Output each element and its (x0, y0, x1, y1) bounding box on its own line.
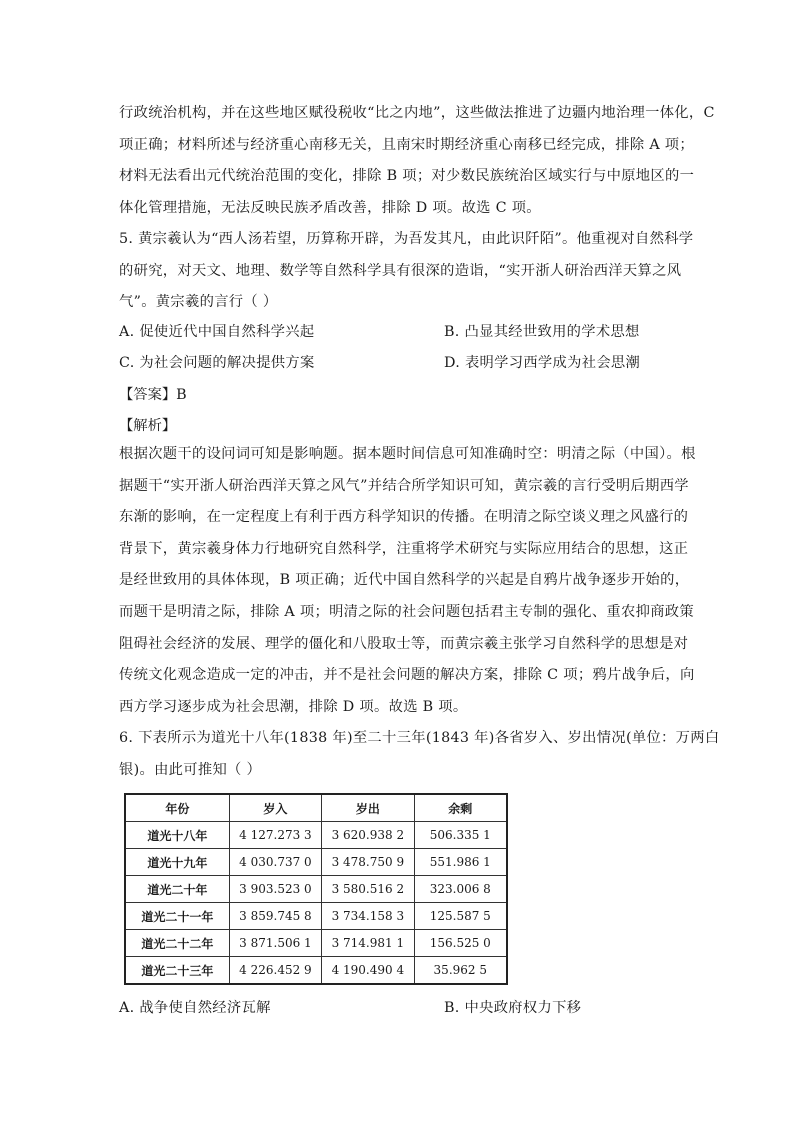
text-line: 行政统治机构，并在这些地区赋役税收“比之内地”，这些做法推进了边疆内地治理一体化，C (119, 105, 715, 121)
cell-surplus: 506.335 1 (414, 822, 507, 849)
text-line: 背景下，黄宗羲身体力行地研究自然科学，注重将学术研究与实际应用结合的思想，这正 (119, 540, 689, 557)
cell-expenditure: 3 580.516 2 (322, 876, 414, 903)
cell-revenue: 4 030.737 0 (229, 849, 321, 876)
revenue-expenditure-table (124, 793, 508, 985)
q5-answer: 【答案】B (119, 387, 187, 403)
header-year: 年份 (125, 794, 229, 822)
text-line: 据题干“实开浙人研治西洋天算之风气”并结合所学知识可知，黄宗羲的言行受明后期西学 (119, 477, 689, 494)
q5-option-b: B. 凸显其经世致用的学术思想 (444, 324, 640, 340)
cell-year: 道光二十三年 (125, 957, 229, 985)
q5-option-d: D. 表明学习西学成为社会思潮 (444, 355, 641, 371)
question-5-stem (119, 224, 694, 319)
table-row (125, 876, 507, 903)
q6-option-b: B. 中央政府权力下移 (444, 1000, 582, 1016)
text-line: 而题干是明清之际，排除 A 项；明清之际的社会问题包括君主专制的强化、重农抑商政策 (119, 603, 694, 620)
table-row (125, 930, 507, 957)
table-row (125, 849, 507, 876)
cell-year: 道光二十一年 (125, 903, 229, 930)
cell-year: 道光十八年 (125, 822, 229, 849)
cell-expenditure: 3 478.750 9 (322, 849, 414, 876)
header-surplus: 余剩 (414, 794, 507, 822)
text-line: 银)。由此可推知（ ） (119, 761, 262, 778)
cell-expenditure: 4 190.490 4 (322, 957, 414, 985)
table-row (125, 903, 507, 930)
cell-year: 道光二十年 (125, 876, 229, 903)
cell-revenue: 4 226.452 9 (229, 957, 321, 985)
question-6-stem (119, 723, 720, 786)
q6-option-a: A. 战争使自然经济瓦解 (119, 1000, 271, 1016)
cell-expenditure: 3 714.981 1 (322, 930, 414, 957)
cell-revenue: 3 859.745 8 (229, 903, 321, 930)
cell-revenue: 4 127.273 3 (229, 822, 321, 849)
text-line: 东渐的影响，在一定程度上有利于西方科学知识的传播。在明清之际空谈义理之风盛行的 (119, 509, 689, 526)
text-line: 6. 下表所示为道光十八年(1838 年)至二十三年(1843 年)各省岁入、岁出情况(单位：万两白 (119, 730, 720, 746)
table-header-row (125, 794, 507, 822)
cell-year: 道光十九年 (125, 849, 229, 876)
cell-revenue: 3 903.523 0 (229, 876, 321, 903)
cell-revenue: 3 871.506 1 (229, 930, 321, 957)
text-line: 阻碍社会经济的发展、理学的僵化和八股取士等，而黄宗羲主张学习自然科学的思想是对 (119, 635, 689, 652)
q5-option-a: A. 促使近代中国自然科学兴起 (119, 324, 315, 340)
table-row (125, 822, 507, 849)
text-line: 项正确；材料所述与经济重心南移无关，且南宋时期经济重心南移已经完成，排除 A 项； (119, 136, 694, 153)
text-line: 传统文化观念造成一定的冲击，并不是社会问题的解决方案，排除 C 项；鸦片战争后，向 (119, 667, 695, 684)
text-line: 的研究，对天文、地理、数学等自然科学具有很深的造诣，“实开浙人研治西洋天算之风 (119, 262, 682, 279)
cell-surplus: 156.525 0 (414, 930, 507, 957)
text-line: 5. 黄宗羲认为“西人汤若望，历算称开辟，为吾发其凡，由此识阡陌”。他重视对自然科学 (119, 231, 694, 247)
text-line: 体化管理措施，无法反映民族矛盾改善，排除 D 项。故选 C 项。 (119, 199, 541, 216)
text-line: 西方学习逐步成为社会思潮，排除 D 项。故选 B 项。 (119, 698, 468, 715)
header-expenditure: 岁出 (322, 794, 414, 822)
cell-expenditure: 3 620.938 2 (322, 822, 414, 849)
cell-surplus: 551.986 1 (414, 849, 507, 876)
table-row (125, 957, 507, 985)
cell-surplus: 323.006 8 (414, 876, 507, 903)
continued-analysis-paragraph (119, 98, 715, 224)
text-line: 根据次题干的设问词可知是影响题。据本题时间信息可知准确时空：明清之际（中国）。根 (119, 446, 696, 462)
cell-year: 道光二十二年 (125, 930, 229, 957)
text-line: 是经世致用的具体体现，B 项正确；近代中国自然科学的兴起是自鸦片战争逐步开始的， (119, 572, 690, 589)
q5-analysis-label: 【解析】 (119, 418, 177, 434)
text-line: 材料无法看出元代统治范围的变化，排除 B 项；对少数民族统治区域实行与中原地区的一 (119, 168, 695, 185)
header-revenue: 岁入 (229, 794, 321, 822)
cell-expenditure: 3 734.158 3 (322, 903, 414, 930)
cell-surplus: 35.962 5 (414, 957, 507, 985)
q5-analysis-paragraph (119, 439, 696, 723)
text-line: 气”。黄宗羲的言行（ ） (119, 294, 278, 311)
q5-option-c: C. 为社会问题的解决提供方案 (119, 355, 315, 371)
cell-surplus: 125.587 5 (414, 903, 507, 930)
